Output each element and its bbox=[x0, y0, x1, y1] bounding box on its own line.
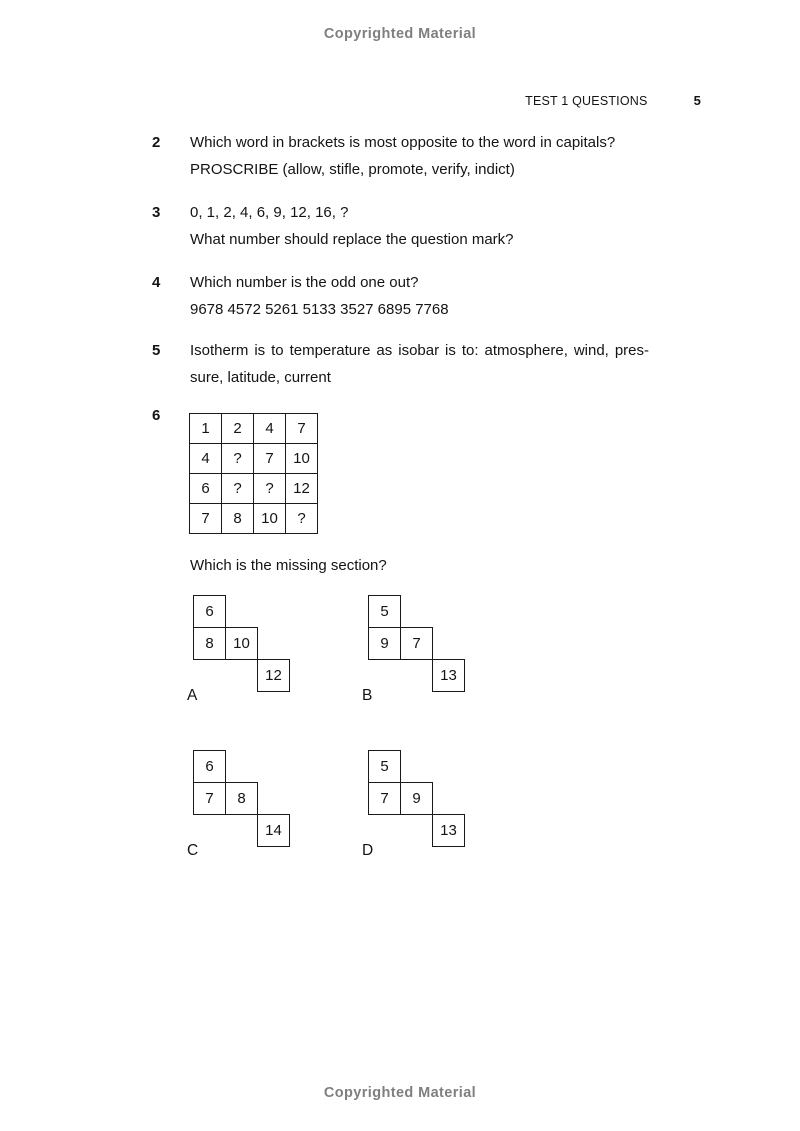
grid-cell: 10 bbox=[254, 504, 286, 534]
question-5-body bbox=[190, 337, 649, 391]
option-d-label: D bbox=[362, 842, 374, 859]
question-2-line-1: Which word in brackets is most opposite to the word in capitals? bbox=[190, 134, 616, 151]
question-2 bbox=[152, 129, 649, 183]
question-5-line-2: sure, latitude, current bbox=[190, 369, 331, 386]
grid-cell: 7 bbox=[286, 414, 318, 444]
answer-option-c bbox=[187, 750, 303, 870]
option-b-cell: 9 bbox=[368, 627, 401, 660]
option-a-label: A bbox=[187, 687, 198, 704]
copyright-notice-bottom: Copyrighted Material bbox=[323, 1085, 477, 1101]
grid-row bbox=[190, 444, 318, 474]
page-number: 5 bbox=[693, 93, 701, 108]
grid-cell: ? bbox=[222, 474, 254, 504]
grid-row bbox=[190, 504, 318, 534]
question-6-number: 6 bbox=[152, 407, 161, 424]
option-d-cell: 13 bbox=[432, 814, 465, 847]
option-b-cell: 13 bbox=[432, 659, 465, 692]
question-5-number: 5 bbox=[152, 342, 161, 359]
grid-cell: 2 bbox=[222, 414, 254, 444]
question-4-body bbox=[190, 269, 649, 323]
question-2-line-2: PROSCRIBE (allow, stifle, promote, verify, indict) bbox=[190, 161, 515, 178]
page-header bbox=[152, 93, 701, 108]
question-6-prompt: Which is the missing section? bbox=[190, 557, 387, 574]
option-c-label: C bbox=[187, 842, 199, 859]
grid-cell: 6 bbox=[190, 474, 222, 504]
question-3-line-1: 0, 1, 2, 4, 6, 9, 12, 16, ? bbox=[190, 204, 349, 221]
grid-cell: 4 bbox=[190, 444, 222, 474]
grid-cell: ? bbox=[286, 504, 318, 534]
question-2-number: 2 bbox=[152, 134, 161, 151]
question-3 bbox=[152, 199, 649, 253]
option-b-label: B bbox=[362, 687, 373, 704]
option-c-cell: 14 bbox=[257, 814, 290, 847]
question-6-grid bbox=[189, 413, 318, 534]
question-4-line-2: 9678 4572 5261 5133 3527 6895 7768 bbox=[190, 301, 449, 318]
question-4-number: 4 bbox=[152, 274, 161, 291]
grid-cell: 12 bbox=[286, 474, 318, 504]
grid-cell: ? bbox=[254, 474, 286, 504]
answer-option-d bbox=[362, 750, 478, 870]
option-c-cell: 7 bbox=[193, 782, 226, 815]
option-a-cell: 12 bbox=[257, 659, 290, 692]
grid-cell: 7 bbox=[254, 444, 286, 474]
question-5 bbox=[152, 337, 649, 391]
option-d-cell: 9 bbox=[400, 782, 433, 815]
grid-cell: 10 bbox=[286, 444, 318, 474]
grid-row bbox=[190, 474, 318, 504]
option-a-cell: 8 bbox=[193, 627, 226, 660]
question-3-number: 3 bbox=[152, 204, 161, 221]
question-4 bbox=[152, 269, 649, 323]
option-a-cell: 10 bbox=[225, 627, 258, 660]
option-c-cell: 8 bbox=[225, 782, 258, 815]
question-3-body bbox=[190, 199, 649, 253]
running-head-title: TEST 1 QUESTIONS bbox=[525, 94, 648, 108]
question-3-line-2: What number should replace the question mark? bbox=[190, 231, 514, 248]
option-c-cell: 6 bbox=[193, 750, 226, 783]
grid-cell: 4 bbox=[254, 414, 286, 444]
grid-cell: 7 bbox=[190, 504, 222, 534]
question-4-line-1: Which number is the odd one out? bbox=[190, 274, 419, 291]
option-d-cell: 5 bbox=[368, 750, 401, 783]
grid-cell: 1 bbox=[190, 414, 222, 444]
answer-option-a bbox=[187, 595, 303, 715]
option-b-cell: 5 bbox=[368, 595, 401, 628]
question-5-line-1: Isotherm is to temperature as isobar is to: atmosphere, wind, pres- bbox=[190, 342, 649, 359]
grid-cell: ? bbox=[222, 444, 254, 474]
question-2-body bbox=[190, 129, 649, 183]
option-d-cell: 7 bbox=[368, 782, 401, 815]
option-a-cell: 6 bbox=[193, 595, 226, 628]
grid-row bbox=[190, 414, 318, 444]
copyright-notice-top: Copyrighted Material bbox=[323, 26, 477, 42]
grid-cell: 8 bbox=[222, 504, 254, 534]
option-b-cell: 7 bbox=[400, 627, 433, 660]
answer-option-b bbox=[362, 595, 478, 715]
